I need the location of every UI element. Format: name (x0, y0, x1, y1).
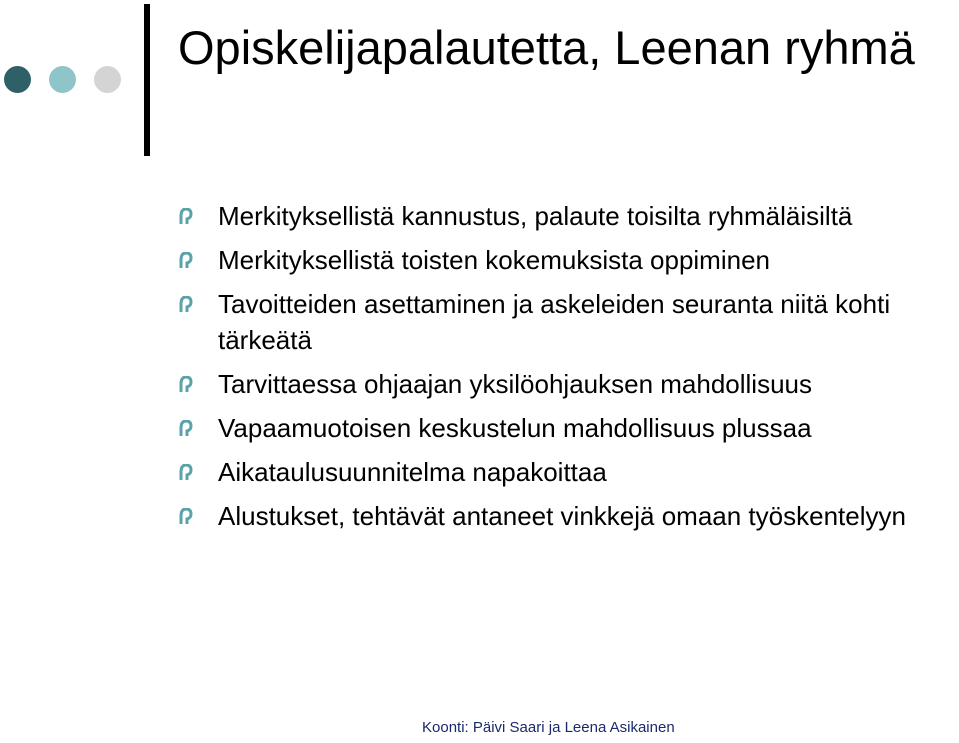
bullet-item (178, 198, 938, 234)
bullet-text: Vapaamuotoisen keskustelun mahdollisuus plussaa (218, 413, 812, 443)
bullet-icon (178, 208, 194, 224)
bullet-item (178, 366, 938, 402)
footer-credit: Koonti: Päivi Saari ja Leena Asikainen (422, 719, 675, 736)
grey-circle-icon (94, 66, 121, 93)
bullet-icon (178, 464, 194, 480)
bullet-item (178, 286, 938, 358)
bullet-text: Tavoitteiden asettaminen ja askeleiden seuranta niitä kohti tärkeätä (218, 289, 891, 355)
slide-title: Opiskelijapalautetta, Leenan ryhmä (178, 21, 915, 74)
bullet-item (178, 498, 938, 534)
bullet-icon (178, 296, 194, 312)
bullet-item (178, 242, 938, 278)
light-teal-circle-icon (49, 66, 76, 93)
bullet-icon (178, 420, 194, 436)
bullet-text: Merkityksellistä toisten kokemuksista oppiminen (218, 245, 770, 275)
bullet-icon (178, 376, 194, 392)
bullet-icon (178, 508, 194, 524)
bullet-text: Merkityksellistä kannustus, palaute toisilta ryhmäläisiltä (218, 201, 853, 231)
bullet-icon (178, 252, 194, 268)
title-accent-bar (144, 4, 150, 156)
bullet-text: Tarvittaessa ohjaajan yksilöohjauksen mahdollisuus (218, 369, 813, 399)
dark-teal-circle-icon (4, 66, 31, 93)
bullet-item (178, 410, 938, 446)
bullet-item (178, 454, 938, 490)
bullet-list (178, 198, 938, 542)
bullet-text: Aikataulusuunnitelma napakoittaa (218, 457, 607, 487)
bullet-text: Alustukset, tehtävät antaneet vinkkejä omaan työskentelyyn (218, 501, 906, 531)
